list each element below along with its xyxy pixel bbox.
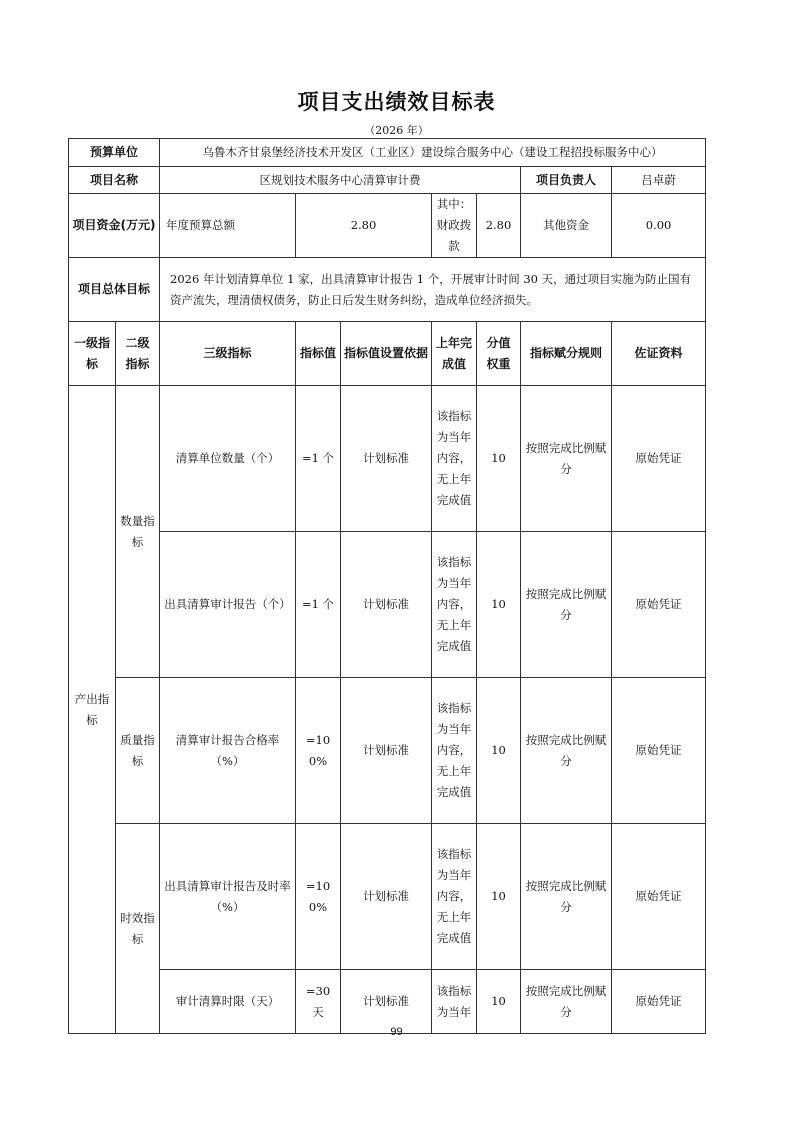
- indicator-rule: 按照完成比例赋分: [521, 970, 612, 1034]
- indicator-value: =30 天: [296, 970, 341, 1034]
- indicator-value: =100%: [296, 678, 341, 824]
- indicator-last-year: 该指标为当年内容，无上年完成值: [432, 678, 477, 824]
- indicator-evidence: 原始凭证: [612, 532, 706, 678]
- indicator-last-year: 该指标为当年内容，无上年完成值: [432, 386, 477, 532]
- project-name-value: 区规划技术服务中心清算审计费: [160, 167, 521, 194]
- header-level3: 三级指标: [160, 322, 296, 386]
- indicator-name: 审计清算时限（天）: [160, 970, 296, 1034]
- indicator-evidence: 原始凭证: [612, 824, 706, 970]
- table-row: [69, 532, 706, 678]
- page-title: 项目支出绩效目标表: [297, 90, 496, 114]
- indicator-value: =1 个: [296, 532, 341, 678]
- level1-output: 产出指标: [69, 386, 116, 1034]
- goal-row: [69, 258, 706, 322]
- fiscal-value: 2.80: [477, 194, 521, 258]
- indicator-evidence: 原始凭证: [612, 970, 706, 1034]
- indicator-name: 清算审计报告合格率（%）: [160, 678, 296, 824]
- indicator-last-year: 该指标为当年内容，无上年完成值: [432, 824, 477, 970]
- goal-label: 项目总体目标: [69, 258, 160, 322]
- fund-row: [69, 194, 706, 258]
- indicator-basis: 计划标准: [341, 678, 432, 824]
- project-name-label: 项目名称: [69, 167, 160, 194]
- level2-timeliness: 时效指标: [116, 824, 160, 1034]
- manager-value: 吕卓蔚: [612, 167, 706, 194]
- indicator-rule: 按照完成比例赋分: [521, 678, 612, 824]
- header-value: 指标值: [296, 322, 341, 386]
- header-level1: 一级指标: [69, 322, 116, 386]
- other-funds-label-cell: 其他资金: [521, 194, 612, 258]
- unit-row: [69, 139, 706, 167]
- project-row: [69, 167, 706, 194]
- header-basis: 指标值设置依据: [341, 322, 432, 386]
- indicator-name: 出具清算审计报告及时率（%）: [160, 824, 296, 970]
- indicator-rule: 按照完成比例赋分: [521, 532, 612, 678]
- indicator-weight: 10: [477, 678, 521, 824]
- indicator-weight: 10: [477, 824, 521, 970]
- indicator-rule: 按照完成比例赋分: [521, 386, 612, 532]
- table-row: [69, 824, 706, 970]
- indicator-basis: 计划标准: [341, 386, 432, 532]
- unit-label: 预算单位: [69, 139, 160, 167]
- unit-value: 乌鲁木齐甘泉堡经济技术开发区（工业区）建设综合服务中心（建设工程招投标服务中心）: [160, 139, 706, 167]
- indicator-name: 清算单位数量（个）: [160, 386, 296, 532]
- indicator-rule: 按照完成比例赋分: [521, 824, 612, 970]
- header-level2: 二级指标: [116, 322, 160, 386]
- year-label: （2026 年）: [364, 124, 429, 137]
- indicator-weight: 10: [477, 386, 521, 532]
- indicator-name: 出具清算审计报告（个）: [160, 532, 296, 678]
- table-row: [69, 386, 706, 532]
- fund-label: 项目资金(万元): [69, 194, 160, 258]
- table-row: [69, 678, 706, 824]
- level2-quantity: 数量指标: [116, 386, 160, 678]
- page-number: 99: [390, 1026, 403, 1038]
- header-rule: 指标赋分规则: [521, 322, 612, 386]
- header-last-year: 上年完成值: [432, 322, 477, 386]
- indicator-basis: 计划标准: [341, 532, 432, 678]
- indicator-evidence: 原始凭证: [612, 386, 706, 532]
- indicator-value: =100%: [296, 824, 341, 970]
- annual-budget-label: 年度预算总额: [160, 194, 296, 258]
- indicator-last-year: 该指标为当年: [432, 970, 477, 1034]
- annual-budget-value: 2.80: [296, 194, 432, 258]
- header-row: [69, 322, 706, 386]
- indicator-weight: 10: [477, 532, 521, 678]
- indicator-basis: 计划标准: [341, 970, 432, 1034]
- goal-text: 2026 年计划清算单位 1 家，出具清算审计报告 1 个，开展审计时间 30 天，通过项目实施为防止国有资产流失，理清债权债务，防止日后发生财务纠纷，造成单位经济损失。: [160, 258, 706, 322]
- manager-label: 项目负责人: [521, 167, 612, 194]
- fiscal-label: 其中：财政拨款: [432, 194, 477, 258]
- indicator-last-year: 该指标为当年内容，无上年完成值: [432, 532, 477, 678]
- indicator-basis: 计划标准: [341, 824, 432, 970]
- level2-quality: 质量指标: [116, 678, 160, 824]
- indicator-weight: 10: [477, 970, 521, 1034]
- header-weight: 分值权重: [477, 322, 521, 386]
- header-evidence: 佐证资料: [612, 322, 706, 386]
- other-funds-value: 0.00: [612, 194, 706, 258]
- performance-table: [68, 138, 706, 1034]
- table-row: [69, 970, 706, 1034]
- indicator-value: =1 个: [296, 386, 341, 532]
- indicator-evidence: 原始凭证: [612, 678, 706, 824]
